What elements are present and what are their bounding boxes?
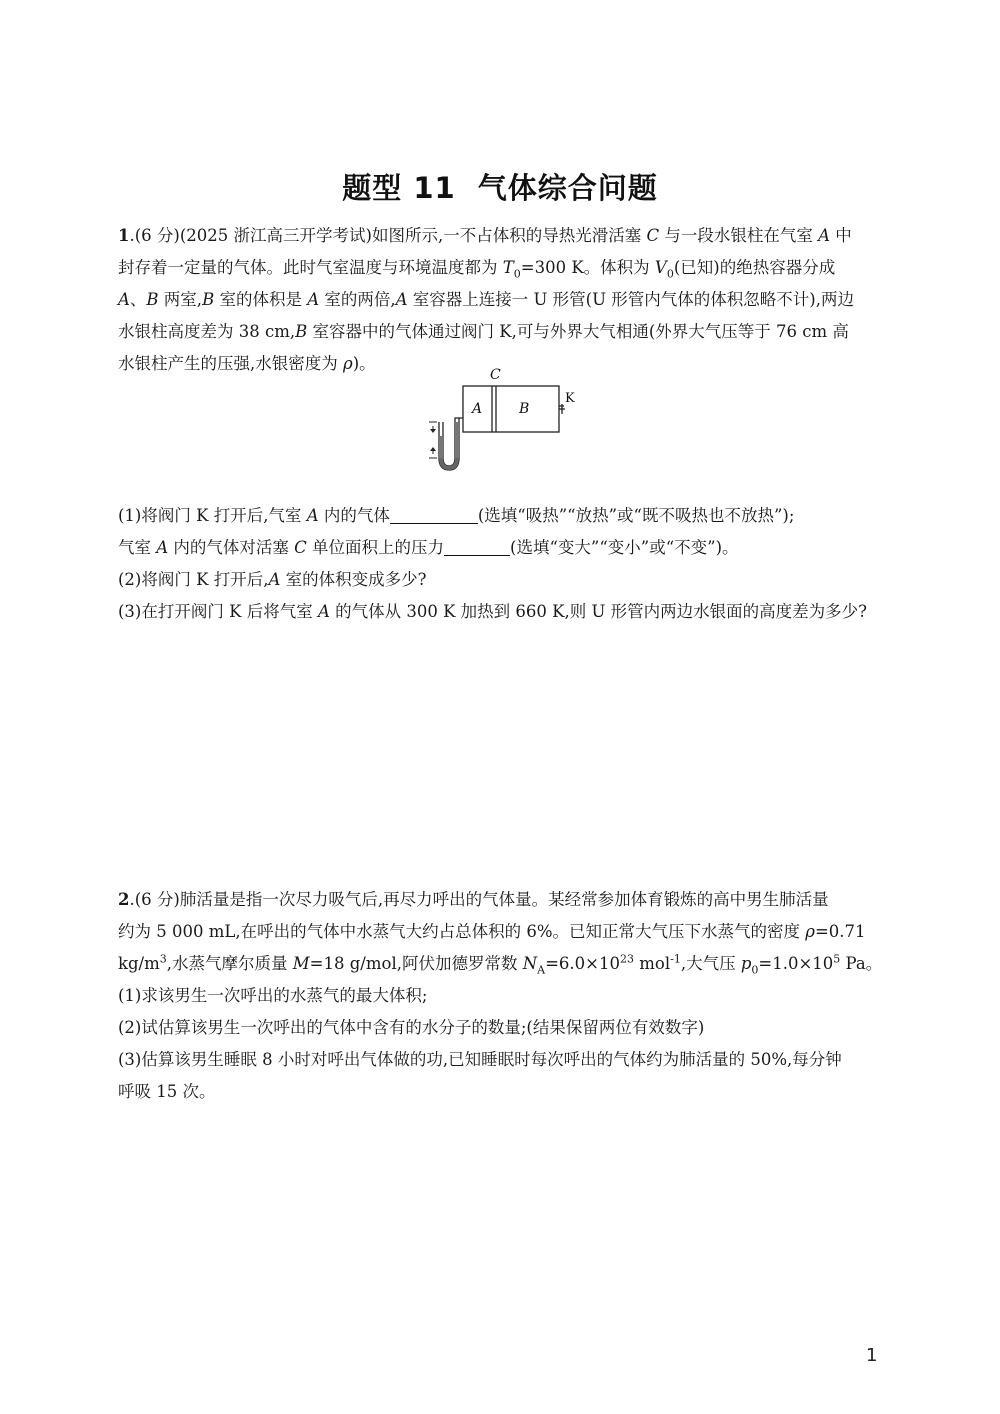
u-tube — [443, 418, 463, 466]
question-number: 1 — [118, 226, 130, 245]
answer-blank-1[interactable] — [390, 505, 478, 524]
title-topic-name: 气体综合问题 — [477, 171, 658, 205]
question-1-line-2: 封存着一定量的气体。此时气室温度与环境温度都为 $T_0=300$ K。体积为 $V_0$(已知)的绝热容器分成 — [118, 258, 836, 281]
label-c: C — [490, 367, 501, 383]
page-title — [0, 166, 1000, 207]
question-2-sub-3-cont: 呼吸 15 次。 — [118, 1082, 216, 1101]
arrow-down-icon — [430, 429, 436, 433]
page-number: 1 — [866, 1345, 878, 1366]
question-1-sub-2: (2)将阀门 K 打开后,A 室的体积变成多少? — [118, 570, 427, 589]
question-2-sub-1: (1)求该男生一次呼出的水蒸气的最大体积; — [118, 986, 428, 1005]
question-2-line-2: 约为 5 000 mL,在呼出的气体中水蒸气大约占总体积的 6%。已知正常大气压下水蒸气的密度 ρ=0.71 — [118, 922, 866, 941]
label-b: B — [519, 401, 530, 417]
question-1-line-5: 水银柱产生的压强,水银密度为 ρ)。 — [118, 354, 376, 373]
question-1-line-4: 水银柱高度差为 38 cm,B 室容器中的气体通过阀门 K,可与外界大气相通(外界大气压等于 76 cm 高 — [118, 322, 849, 341]
question-number: 2 — [118, 890, 130, 909]
question-2-sub-3: (3)估算该男生睡眠 8 小时对呼出气体做的功,已知睡眠时每次呼出的气体约为肺活量的 50%,每分钟 — [118, 1050, 842, 1069]
container-u-tube-diagram — [415, 366, 590, 478]
question-2-line-1: 2.(6 分)肺活量是指一次尽力吸气后,再尽力呼出的气体量。某经常参加体育锻炼的高中男生肺活量 — [118, 890, 829, 909]
question-2 — [118, 884, 884, 1108]
question-1-line-1: 1.(6 分)(2025 浙江高三开学考试)如图所示,一不占体积的导热光滑活塞 C 与一段水银柱在气室 A 中 — [118, 226, 852, 245]
answer-blank-2[interactable] — [444, 537, 510, 556]
arrow-up-icon — [430, 447, 436, 451]
question-2-line-3: $kg/m^3$,水蒸气摩尔质量 M=18 g/mol,阿伏加德罗常数 $N_A=6.0\times 10^{23}$ mol$^{-1}$,大气压 $p_0=1.0\times 10^5$ Pa。 — [118, 952, 883, 977]
question-1-sub-1-cont: 气室 A 内的气体对活塞 C 单位面积上的压力 (选填“变大”“变小”或“不变”)。 — [118, 538, 739, 557]
question-1-sub-3: (3)在打开阀门 K 后将气室 A 的气体从 300 K 加热到 660 K,则 U 形管内两边水银面的高度差为多少? — [118, 602, 867, 621]
title-topic-number: 题型 11 — [342, 171, 456, 205]
label-a: A — [472, 401, 483, 417]
question-1-line-3: A、B 两室,B 室的体积是 A 室的两倍,A 室容器上连接一 U 形管(U 形管内气体的体积忽略不计),两边 — [118, 290, 854, 309]
question-1-sub-1: (1)将阀门 K 打开后,气室 A 内的气体 (选填“吸热”“放热”或“既不吸热也不放热”); — [118, 506, 795, 525]
label-k: K — [565, 391, 575, 406]
question-2-sub-2: (2)试估算该男生一次呼出的气体中含有的水分子的数量;(结果保留两位有效数字) — [118, 1018, 705, 1037]
